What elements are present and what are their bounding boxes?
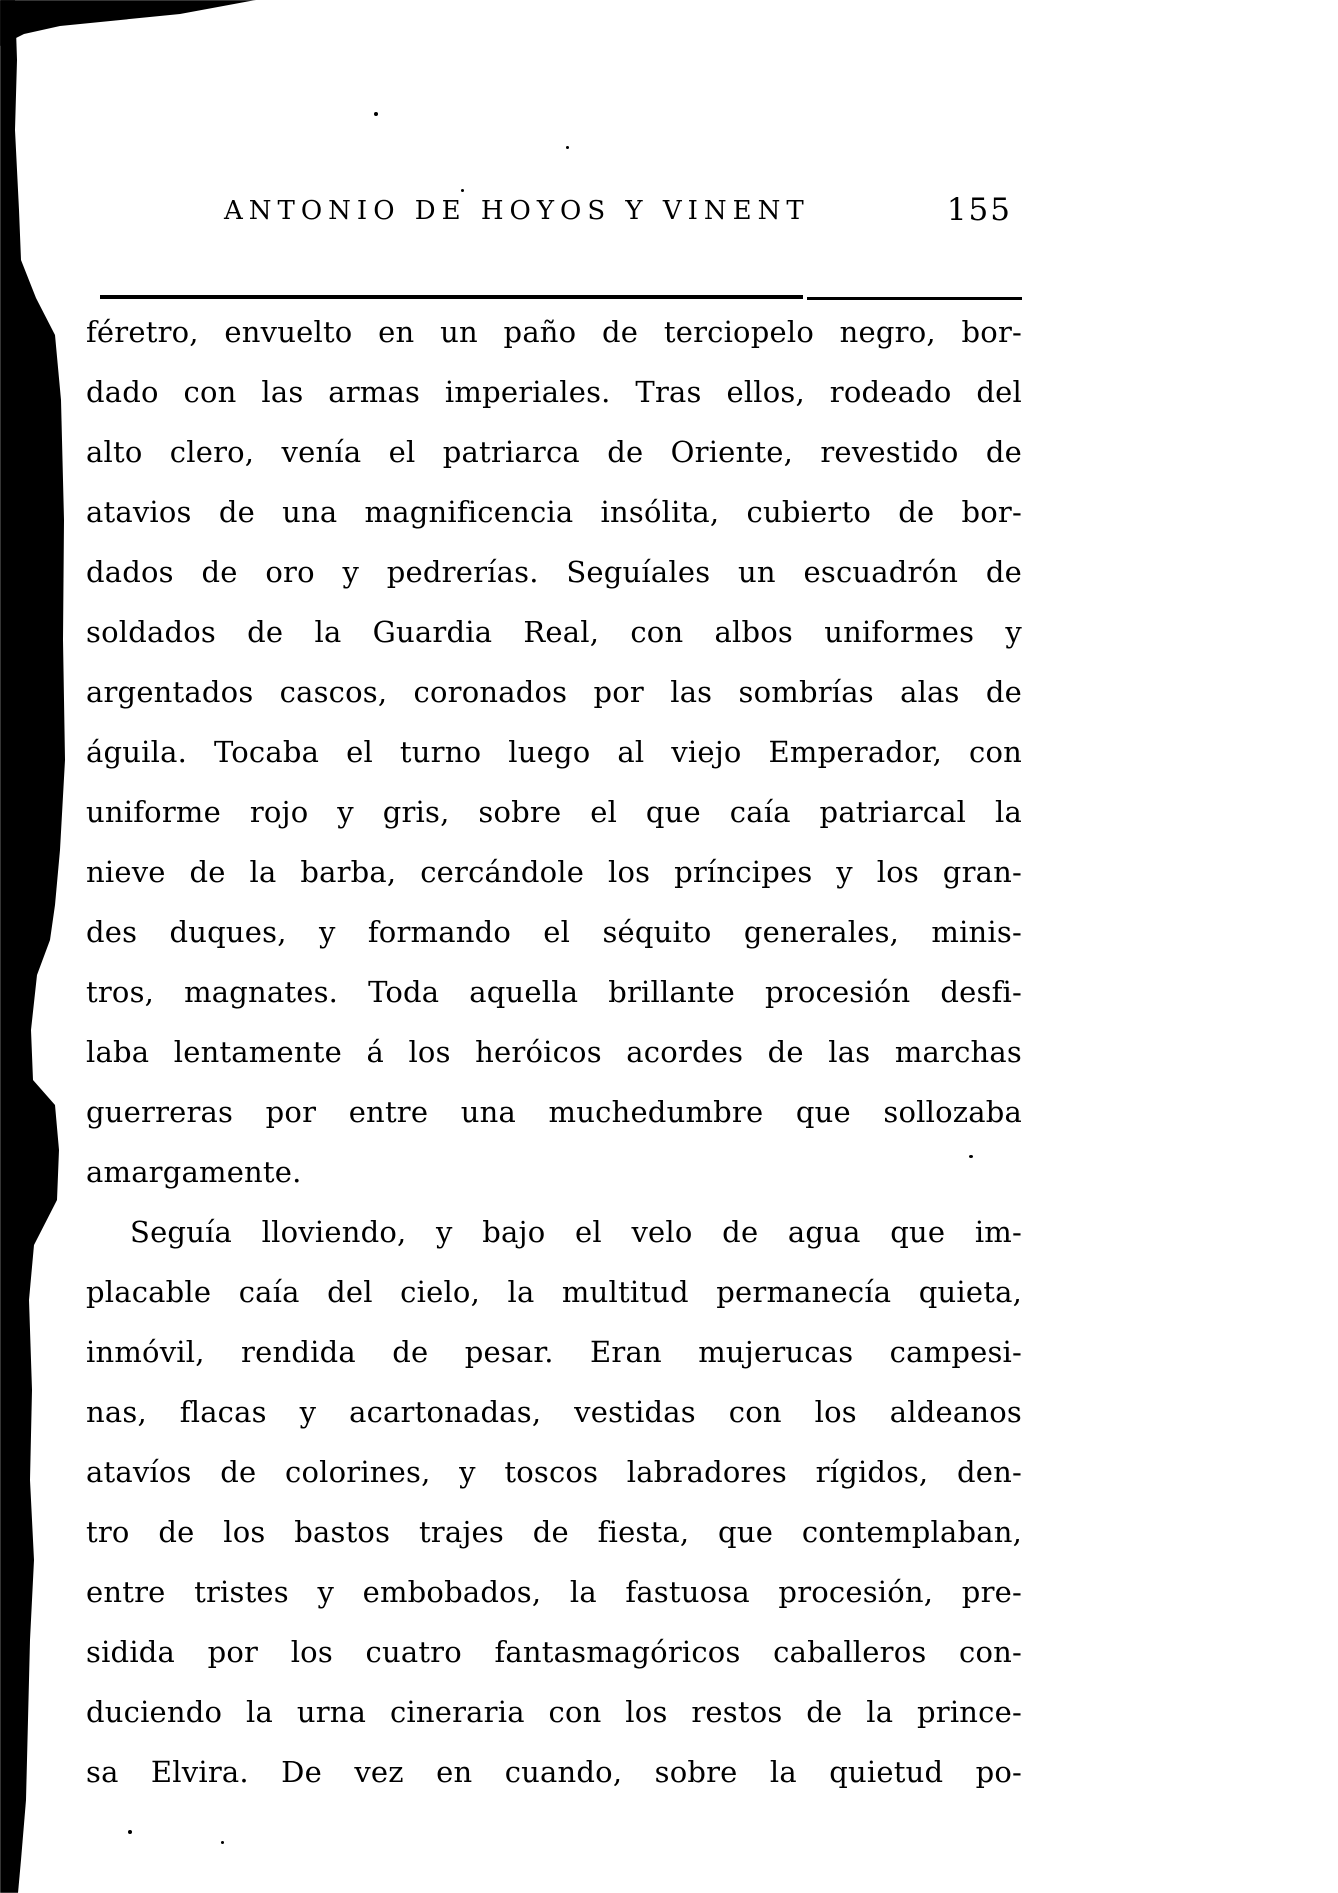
text-line: nieve de la barba, cercándole los príncipes y los gran- [86,855,1022,889]
text-line: inmóvil, rendida de pesar. Eran mujerucas campesi- [86,1335,1022,1369]
ink-speck [374,112,378,116]
text-line: amargamente. [86,1155,302,1189]
text-line: dados de oro y pedrerías. Seguíales un escuadrón de [86,555,1022,589]
text-line: sa Elvira. De vez en cuando, sobre la quietud po- [86,1755,1022,1789]
paragraph [86,302,1022,1202]
text-line: dado con las armas imperiales. Tras ellos, rodeado del [86,375,1022,409]
text-line: nas, flacas y acartonadas, vestidas con los aldeanos [86,1395,1022,1429]
text-line: guerreras por entre una muchedumbre que sollozaba [86,1095,1022,1129]
paragraph [86,1202,1022,1802]
text-line: placable caía del cielo, la multitud permanecía quieta, [86,1275,1022,1309]
text-line: Seguía lloviendo, y bajo el velo de agua que im- [130,1215,1022,1249]
ink-speck [128,1830,132,1834]
header-rule-right [807,297,1022,300]
body-text-column [86,302,1022,1802]
text-line: laba lentamente á los heróicos acordes de las marchas [86,1035,1022,1069]
ink-speck [461,189,464,192]
text-line: soldados de la Guardia Real, con albos uniformes y [86,615,1022,649]
text-line: uniforme rojo y gris, sobre el que caía patriarcal la [86,795,1022,829]
scan-corner-artifact [0,0,260,50]
ink-speck [221,1841,224,1844]
text-line: sidida por los cuatro fantasmagóricos caballeros con- [86,1635,1022,1669]
text-line: atavíos de colorines, y toscos labradores rígidos, den- [86,1455,1022,1489]
ink-speck [566,146,569,149]
text-line: tro de los bastos trajes de fiesta, que contemplaban, [86,1515,1022,1549]
page-number: 155 [946,192,1012,228]
text-line: águila. Tocaba el turno luego al viejo Emperador, con [86,735,1022,769]
running-title: ANTONIO DE HOYOS Y VINENT [224,196,810,226]
text-line: tros, magnates. Toda aquella brillante procesión desfi- [86,975,1022,1009]
text-line: féretro, envuelto en un paño de terciopelo negro, bor- [86,315,1022,349]
scan-gutter-shadow [0,0,66,1893]
text-line: atavios de una magnificencia insólita, cubierto de bor- [86,495,1022,529]
text-line: duciendo la urna cineraria con los restos de la prince- [86,1695,1022,1729]
text-line: argentados cascos, coronados por las sombrías alas de [86,675,1022,709]
header-rule-left [100,295,803,299]
text-line: entre tristes y embobados, la fastuosa procesión, pre- [86,1575,1022,1609]
running-header [86,192,1022,236]
text-line: alto clero, venía el patriarca de Oriente, revestido de [86,435,1022,469]
text-line: des duques, y formando el séquito generales, minis- [86,915,1022,949]
